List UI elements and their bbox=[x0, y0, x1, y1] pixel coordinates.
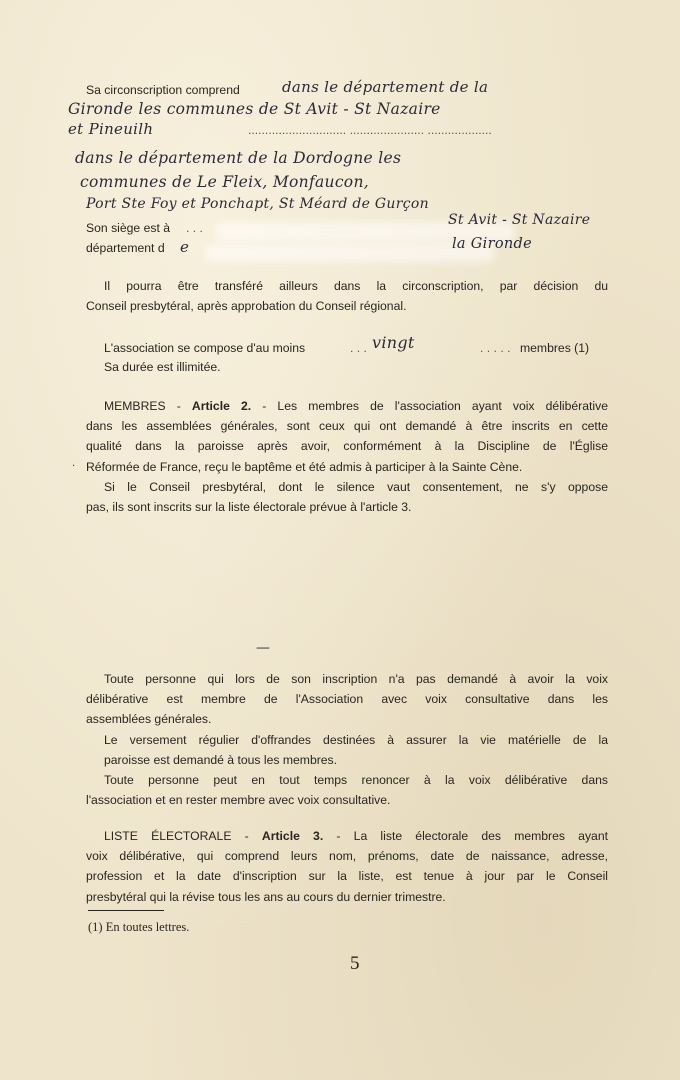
handwritten-circonscription-4: dans le département de la Dordogne les bbox=[75, 149, 402, 167]
article-2-label: Article 2. bbox=[191, 399, 252, 413]
handwritten-circonscription-6: Port Ste Foy et Ponchapt, St Méard de Gurçon bbox=[86, 196, 429, 212]
text-line: presbytéral qui la révise tous les ans au cours du dernier trimestre. bbox=[86, 889, 446, 904]
text-line: Toute personne peut en tout temps renoncer à la voix délibérative dans bbox=[104, 773, 608, 788]
handwritten-departement-e: e bbox=[180, 238, 190, 256]
footnote: (1) En toutes lettres. bbox=[88, 920, 190, 934]
article-3-title: LISTE ÉLECTORALE bbox=[104, 829, 232, 843]
text-line: délibérative est membre de l'Association avec voix consultative dans les bbox=[86, 692, 608, 707]
pen-mark: — bbox=[256, 640, 270, 656]
composition-label: L'association se compose d'au moins bbox=[104, 341, 306, 355]
handwritten-circonscription-5: communes de Le Fleix, Monfaucon, bbox=[80, 173, 369, 191]
footnote-rule bbox=[88, 910, 164, 911]
article-2-heading-line: MEMBRES - Article 2. - Les membres de l'association ayant voix délibérative bbox=[104, 399, 608, 413]
dotted-fill: . . . . . bbox=[480, 341, 511, 355]
article-2-paragraph bbox=[86, 396, 608, 517]
transfer-paragraph bbox=[86, 276, 608, 316]
composition-suffix: membres (1) bbox=[520, 341, 590, 355]
text-line: Toute personne qui lors de son inscription n'a pas demandé à avoir la voix bbox=[104, 672, 608, 686]
handwritten-circonscription-3: et Pineuilh bbox=[68, 120, 154, 138]
handwritten-circonscription-2: Gironde les communes de St Avit - St Nazaire bbox=[68, 100, 441, 118]
text-line: Conseil presbytéral, après approbation du Conseil régional. bbox=[86, 299, 407, 314]
margin-dot: . bbox=[72, 458, 76, 469]
article-3-label: Article 3. bbox=[261, 829, 324, 843]
text-line: Si le Conseil presbytéral, dont le silence vaut consentement, ne s'y oppose bbox=[104, 479, 608, 494]
handwritten-member-count: vingt bbox=[372, 333, 415, 352]
text-line: - La liste électorale des membres ayant bbox=[323, 829, 608, 843]
text-line: - Les membres de l'association ayant voix délibérative bbox=[251, 399, 608, 413]
text-line: paroisse est demandé à tous les membres. bbox=[104, 752, 338, 767]
text-line: dans les assemblées générales, sont ceux qui ont demandé à être inscrits en cette bbox=[86, 419, 608, 434]
handwritten-departement: la Gironde bbox=[452, 236, 532, 252]
departement-label: département d bbox=[86, 241, 165, 255]
siege-label: Son siège est à bbox=[86, 221, 171, 235]
handwritten-circonscription-1: dans le département de la bbox=[282, 78, 489, 96]
article-3-paragraph bbox=[86, 826, 608, 907]
dotted-fill: . . . bbox=[350, 341, 367, 355]
text-line: Il pourra être transféré ailleurs dans la circonscription, par décision du bbox=[104, 279, 608, 293]
text-line: Le versement régulier d'offrandes destinées à assurer la vie matérielle de la bbox=[104, 732, 608, 747]
duration-text: Sa durée est illimitée. bbox=[104, 360, 221, 374]
text-line: profession et la date d'inscription sur la liste, est tenue à jour par le Conseil bbox=[86, 869, 608, 884]
page-number: 5 bbox=[350, 953, 360, 974]
dotted-fill: ............................. ...................... ................... bbox=[248, 123, 492, 137]
text-line: assemblées générales. bbox=[86, 712, 212, 727]
article-2-title: MEMBRES bbox=[104, 399, 166, 413]
text-line: Réformée de France, reçu le baptême et été admis à participer à la Sainte Cène. bbox=[86, 459, 523, 474]
text-line: voix délibérative, qui comprend leurs nom, prénoms, date de naissance, adresse, bbox=[86, 849, 608, 864]
handwritten-siege: St Avit - St Nazaire bbox=[448, 212, 591, 228]
consultative-paragraph bbox=[86, 669, 608, 810]
text-line: qualité dans la paroisse après avoir, conformément à la Discipline de l'Église bbox=[86, 439, 608, 454]
dotted-fill: . . . bbox=[186, 221, 203, 235]
text-line: l'association et en rester membre avec voix consultative. bbox=[86, 793, 391, 808]
circonscription-label: Sa circonscription comprend bbox=[86, 83, 240, 97]
article-3-heading-line: LISTE ÉLECTORALE - Article 3. - La liste électorale des membres ayant bbox=[104, 829, 608, 843]
text-line: pas, ils sont inscrits sur la liste électorale prévue à l'article 3. bbox=[86, 500, 412, 515]
